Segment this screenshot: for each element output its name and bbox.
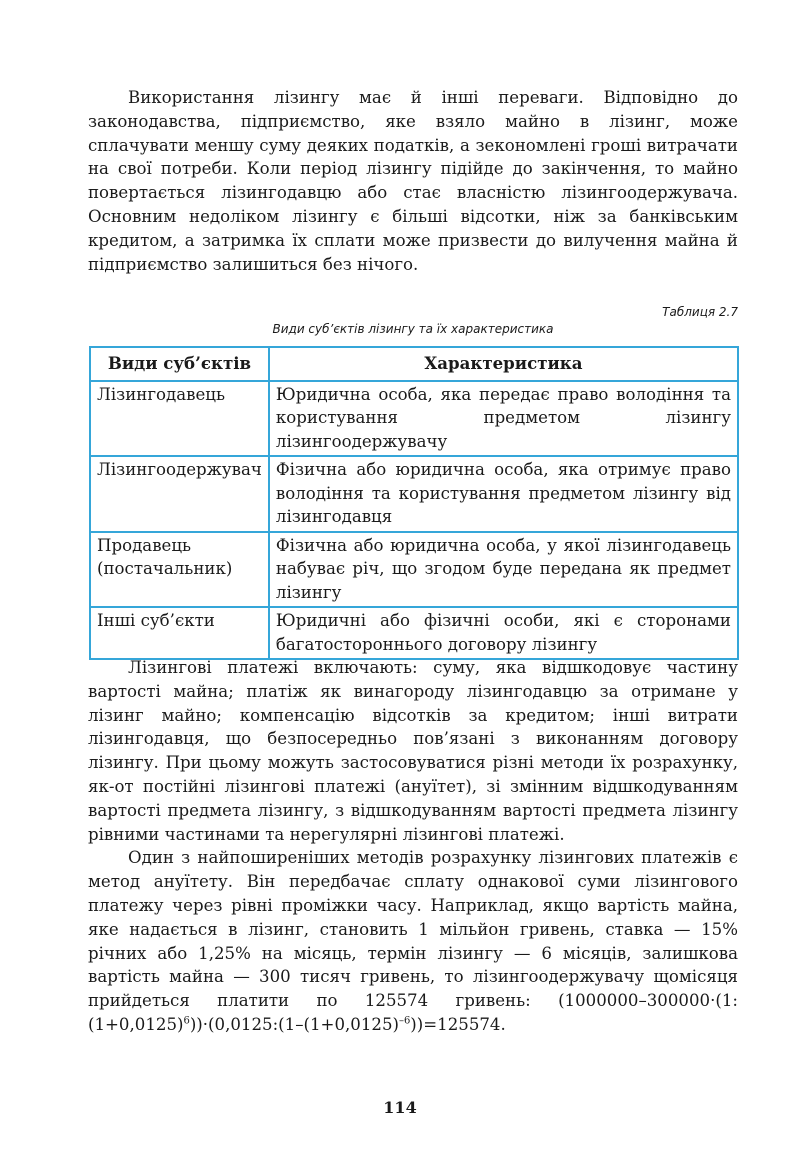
page-number: 114: [383, 1098, 417, 1117]
leasing-subjects-table: [89, 346, 739, 660]
intro-paragraph-block: [88, 86, 738, 276]
table-header-row: [90, 347, 738, 381]
paragraph-leasing-advantages: Використання лізингу має й інші переваги. Відповідно до законодавства, підприємство, яке взяло майно в лізинг, може сплачувати меншу суму деяких податків, а зекономлені гроші витрачати на свої потреби. Коли період лізингу підійде до закінчення, то майно повертається лізингодавцю або стає власністю лізингоодержувача. Основним недоліком лізингу є більші відсотки, ніж за банківським кредитом, а затримка їх сплати може призвести до вилучення майна й підприємство залишиться без нічого.: [88, 88, 738, 274]
paragraph-annuity-method: [88, 846, 738, 1036]
payments-paragraph-block: [88, 656, 738, 1037]
subject-cell: Інші суб’єкти: [90, 607, 269, 659]
description-cell: Юридична особа, яка передає право володіння та користування предметом лізингу лізингоодержувачу: [269, 381, 738, 457]
header-subject-types: Види суб’єктів: [90, 347, 269, 381]
table-row: [90, 532, 738, 608]
table-row: [90, 607, 738, 659]
table-row: [90, 456, 738, 532]
annuity-text: Один з найпоширеніших методів розрахунку лізингових платежів є метод ануїтету. Він передбачає сплату однакової суми лізингового платежу через рівні проміжки часу. Наприклад, якщо вартість майна, яке надається в лізинг, становить 1 мільйон гривень, ставка — 15% річних або 1,25% на місяць, термін лізингу — 6 місяців, залишкова вартість майна — 300 тисяч гривень, то лізингоодержувачу щомісяця прийдеться платити по 125574 гривень:: [88, 848, 738, 1011]
subject-cell: Лізингоодержувач: [90, 456, 269, 532]
table-row: [90, 381, 738, 457]
header-characteristic: Характеристика: [269, 347, 738, 381]
subject-cell: Лізингодавець: [90, 381, 269, 457]
annuity-formula: $(1000000-300000\cdot(1:(1+0,0125)^6))\cdot(0,0125:(1-(1+0,0125)^{-6}))=125574$.: [88, 991, 738, 1034]
subject-cell: Продавець (постачальник): [90, 532, 269, 608]
table-title: Види суб’єктів лізингу та їх характеристика: [272, 322, 554, 336]
table-number: Таблиця 2.7: [662, 305, 738, 319]
description-cell: Фізична або юридична особа, яка отримує право володіння та користування предметом лізингу від лізингодавця: [269, 456, 738, 532]
paragraph-leasing-payments: Лізингові платежі включають: суму, яка відшкодовує частину вартості майна; платіж як винагороду лізингодавцю за отримане у лізинг майно; компенсацію відсотків за кредитом; інші витрати лізингодавця, що безпосередньо пов’язані з виконанням договору лізингу. При цьому можуть застосовуватися різні методи їх розрахунку, як-от постійні лізингові платежі (ануїтет), зі змінним відшкодуванням вартості предмета лізингу, з відшкодуванням вартості предмета лізингу рівними частинами та нерегулярні лізингові платежі.: [88, 658, 738, 844]
description-cell: Фізична або юридична особа, у якої лізингодавець набуває річ, що згодом буде передана як предмет лізингу: [269, 532, 738, 608]
description-cell: Юридичні або фізичні особи, які є сторонами багатостороннього договору лізингу: [269, 607, 738, 659]
